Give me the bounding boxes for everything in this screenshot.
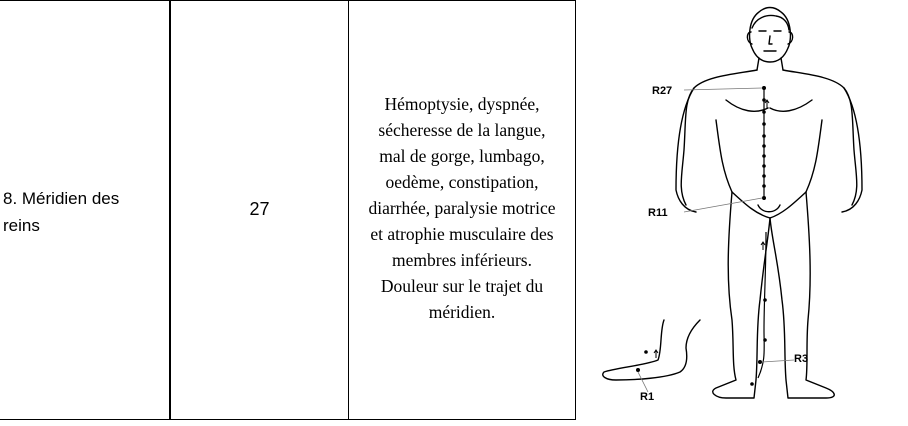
- point-dot: [762, 134, 766, 138]
- label-r1: R1: [640, 391, 655, 403]
- meridian-name-line-2: reins: [3, 216, 40, 235]
- meridian-name: [3, 185, 163, 239]
- groin-outline: [732, 192, 806, 218]
- indication-line: et atrophie musculaire des: [370, 224, 554, 244]
- meridian-name-cell: [0, 0, 170, 420]
- point-dot: [762, 98, 766, 102]
- indication-line: sécheresse de la langue,: [378, 120, 546, 140]
- body-outline: [603, 8, 862, 399]
- label-r27: R27: [652, 85, 673, 97]
- indication-line: membres inférieurs.: [392, 250, 532, 270]
- chest-outline: [726, 100, 812, 111]
- point-dot: [750, 382, 754, 386]
- point-count-cell: [170, 0, 349, 420]
- indication-line: diarrhée, paralysie motrice: [368, 198, 556, 218]
- point-r1: [636, 368, 640, 372]
- point-count: 27: [249, 199, 270, 219]
- kidney-meridian-path: [636, 86, 767, 386]
- point-r3: [758, 360, 762, 364]
- label-r3: R3: [794, 353, 809, 365]
- point-dot: [644, 350, 648, 354]
- leader-r27: [684, 88, 762, 90]
- indication-line: oedème, constipation,: [385, 172, 539, 192]
- point-dot: [762, 164, 766, 168]
- leader-r3: [762, 360, 794, 362]
- leader-lines: [638, 88, 794, 392]
- point-dot: [762, 174, 766, 178]
- arm-left-outline: [676, 88, 696, 212]
- inset-foot-outline: [603, 320, 700, 380]
- indications-text: [349, 91, 575, 325]
- point-dot: [763, 298, 767, 302]
- leg-right-outline: [770, 192, 834, 398]
- meridian-figure: [576, 0, 908, 421]
- leader-r1: [638, 372, 648, 392]
- point-dot: [762, 122, 766, 126]
- waist-outline: [716, 120, 822, 192]
- direction-arrows: [654, 100, 769, 358]
- arrow-up-icon: [765, 100, 769, 108]
- meridian-name-line-1: 8. Méridien des: [3, 189, 120, 208]
- arrow-up-icon: [654, 350, 658, 358]
- arrow-up-icon: [761, 242, 765, 250]
- leader-r11: [684, 198, 762, 212]
- point-dot: [762, 184, 766, 188]
- indication-line: Douleur sur le trajet du: [380, 276, 544, 296]
- indication-line: méridien.: [428, 302, 496, 322]
- meridian-figure-cell: [576, 0, 908, 420]
- hair-outline: [752, 16, 789, 31]
- point-dot: [762, 154, 766, 158]
- point-dot: [762, 110, 766, 114]
- indication-line: mal de gorge, lumbago,: [379, 146, 545, 166]
- arm-right-outline: [842, 88, 862, 212]
- point-r27: [762, 86, 766, 90]
- face-features: [759, 31, 781, 51]
- indication-line: Hémoptysie, dyspnée,: [384, 94, 540, 114]
- point-dot: [763, 338, 767, 342]
- point-dot: [762, 144, 766, 148]
- label-r11: R11: [648, 207, 668, 219]
- indications-cell: [349, 0, 576, 420]
- torso-outline: [681, 70, 857, 205]
- point-r11: [762, 196, 766, 200]
- meridian-line: [758, 86, 766, 378]
